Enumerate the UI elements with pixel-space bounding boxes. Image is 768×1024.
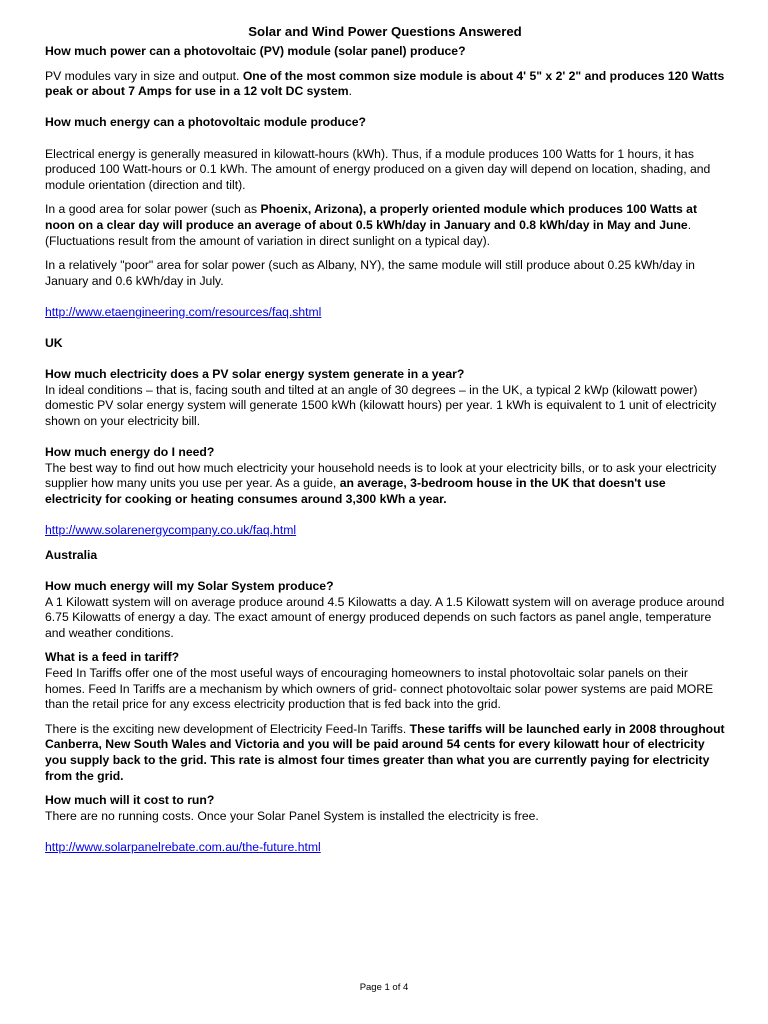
heading-uk: UK [45, 336, 63, 351]
question-uk-generation: How much electricity does a PV solar energy system generate in a year? [45, 367, 465, 382]
question-au-production: How much energy will my Solar System produce? [45, 579, 334, 593]
question-running-cost: How much will it cost to run? [45, 793, 215, 808]
paragraph-uk-generation: In ideal conditions – that is, facing south and tilted at an angle of 30 degrees – in the UK, a typical 2 kWp (kilowatt power) domestic PV solar energy system will generate 1500 kWh (kilowatt hours) per year. 1 kWh is equivalent to 1 unit of electricity shown on your electricity bill. [45, 382, 717, 429]
document-body [45, 24, 725, 856]
page-number: Page 1 of 4 [359, 982, 409, 993]
link-etaengineering[interactable]: http://www.etaengineering.com/resources/faq.shtml [45, 304, 322, 319]
question-pv-power: How much power can a photovoltaic (PV) module (solar panel) produce? [45, 44, 466, 58]
paragraph-phoenix: In a good area for solar power (such as Phoenix, Arizona), a properly oriented module which produces 100 Watts at noon on a clear day will produce an average of about 0.5 kWh/day in January and 0.8 kWh/day in May and June. (Fluctuations result from the amount of variation in direct sunlight on a typical day). [45, 202, 698, 248]
paragraph-pv-sizes: PV modules vary in size and output. One of the most common size module is about 4' 5" x 2' 2" and produces 120 Watts peak or about 7 Amps for use in a 12 volt DC system. [45, 68, 725, 99]
paragraph-au-production: A 1 Kilowatt system will on average produce around 4.5 Kilowatts a day. A 1.5 Kilowatt system will on average produce around 6.75 Kilowatts of energy a day. The exact amount of energy produced depends on such factors as panel angle, temperature and weather conditions. [45, 594, 725, 640]
paragraph-feed-in-tariff: Feed In Tariffs offer one of the most useful ways of encouraging homeowners to instal photovoltaic solar panels on their homes. Feed In Tariffs are a mechanism by which owners of grid- connect photovoltaic solar power systems are paid MORE than the retail price for any excess electricity production that is fed back into the grid. [45, 665, 714, 712]
link-solarenergycompany[interactable]: http://www.solarenergycompany.co.uk/faq.html [45, 523, 297, 538]
page-title: Solar and Wind Power Questions Answered [248, 24, 522, 39]
question-pv-energy: How much energy can a photovoltaic module produce? [45, 115, 366, 130]
link-solarpanelrebate[interactable]: http://www.solarpanelrebate.com.au/the-future.html [45, 839, 321, 854]
paragraph-kwh: Electrical energy is generally measured in kilowatt-hours (kWh). Thus, if a module produces 100 Watts for 1 hours, it has produced 100 Watt-hours or 0.1 kWh. The amount of energy produced on a given day will depend on location, shading, and module orientation (direction and tilt). [45, 146, 711, 192]
paragraph-tariff-development: There is the exciting new development of Electricity Feed-In Tariffs. These tariffs will be launched early in 2008 throughout Canberra, New South Wales and Victoria and you will be paid around 54 cents for every kilowatt hour of electricity you supply back to the grid. This rate is almost four times greater than what you are currently paying for electricity from the grid. [45, 721, 725, 783]
paragraph-uk-energy-need: The best way to find out how much electricity your household needs is to look at your electricity bills, or to ask your electricity supplier how many units you use per year. As a guide, an average, 3-bedroom house in the UK that doesn't use electricity for cooking or heating consumes around 3,300 kWh a year. [45, 460, 717, 507]
question-feed-in-tariff: What is a feed in tariff? [45, 650, 180, 665]
paragraph-running-cost: There are no running costs. Once your Solar Panel System is installed the electricity is free. [45, 808, 539, 823]
question-uk-energy-need: How much energy do I need? [45, 445, 215, 460]
paragraph-albany: In a relatively "poor" area for solar power (such as Albany, NY), the same module will still produce about 0.25 kWh/day in January and 0.6 kWh/day in July. [45, 258, 695, 288]
heading-australia: Australia [45, 547, 98, 562]
